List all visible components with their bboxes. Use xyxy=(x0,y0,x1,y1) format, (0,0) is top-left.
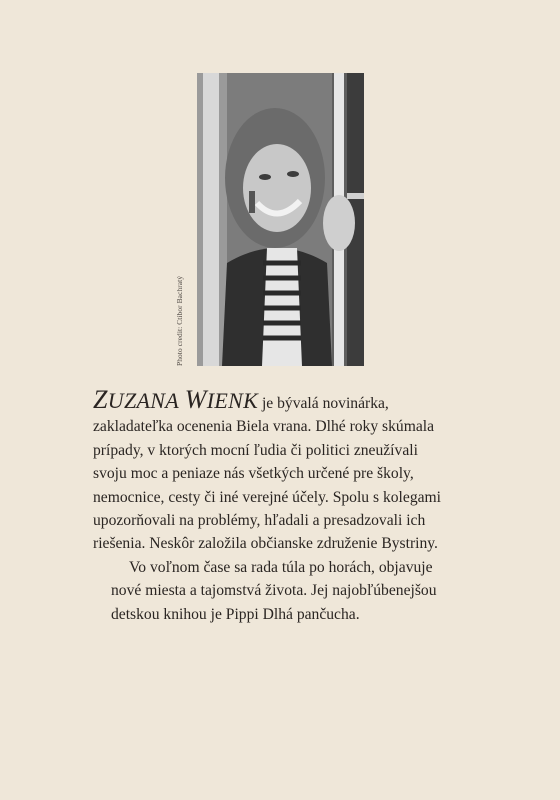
author-bio xyxy=(93,385,493,626)
bio-line: nemocnice, cesty či iné verejné účely. Spolu s kolegami xyxy=(93,488,441,506)
bio-line: upozorňovali na problémy, hľadali a presadzovali ich xyxy=(93,512,426,530)
author-photo xyxy=(197,73,364,366)
bio-line: prípady, v ktorých mocní ľudia či politici zneužívali xyxy=(93,441,418,459)
bio-line: detskou knihou je Pippi Dlhá pančucha. xyxy=(111,605,360,623)
bio-line: nové miesta a tajomstvá života. Jej najobľúbenejšou xyxy=(111,582,437,600)
bio-line: zakladateľka ocenenia Biela vrana. Dlhé roky skúmala xyxy=(93,418,435,436)
bio-paragraph-1 xyxy=(93,385,493,556)
bio-line: svoju moc a peniaze nás všetkých určené pre školy, xyxy=(93,465,414,483)
bio-line: Vo voľnom čase sa rada túla po horách, objavuje xyxy=(129,558,433,576)
bio-line: riešenia. Neskôr založila občianske združenie Bystriny. xyxy=(93,535,438,553)
author-photo-image xyxy=(197,73,364,366)
bio-line: ZUZANA WIENK je bývalá novinárka, xyxy=(93,385,389,414)
bio-paragraph-2 xyxy=(93,556,493,626)
photo-credit: Photo credit: Ctibor Bachratý xyxy=(175,275,184,366)
author-name: ZUZANA WIENK xyxy=(93,385,259,414)
